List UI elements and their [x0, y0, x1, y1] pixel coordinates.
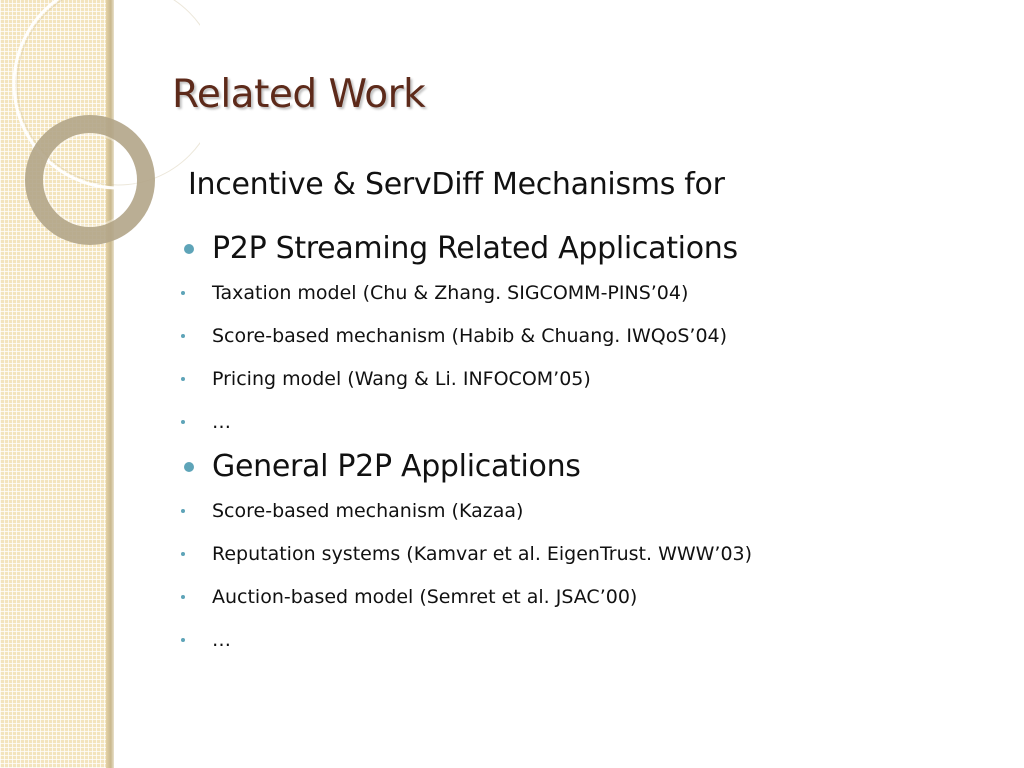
slide-subtitle: Incentive & ServDiff Mechanisms for	[188, 167, 725, 202]
bullet-icon	[181, 291, 185, 295]
list-item-text: Score-based mechanism (Kazaa)	[212, 500, 524, 522]
section-heading-text: P2P Streaming Related Applications	[212, 231, 738, 266]
list-item	[180, 533, 1000, 576]
bullet-icon	[181, 377, 185, 381]
list-item-text: Pricing model (Wang & Li. INFOCOM’05)	[212, 368, 591, 390]
bullet-icon	[181, 552, 185, 556]
list-item	[180, 315, 1000, 358]
bullet-icon	[181, 509, 185, 513]
list-item-text: Score-based mechanism (Habib & Chuang. IWQoS’04)	[212, 325, 728, 347]
list-item	[180, 619, 1000, 662]
list-item	[180, 272, 1000, 315]
list-item	[180, 358, 1000, 401]
list-item-text: …	[212, 411, 231, 433]
list-item-text: Reputation systems (Kamvar et al. EigenTrust. WWW’03)	[212, 543, 753, 565]
side-strip-edge	[106, 0, 114, 768]
bullet-icon	[181, 420, 185, 424]
bullet-icon	[184, 244, 194, 254]
decorative-side-strip	[0, 0, 112, 768]
section-heading-p2p-streaming	[180, 226, 1000, 272]
list-item	[180, 490, 1000, 533]
list-item-text: …	[212, 629, 231, 651]
list-item	[180, 401, 1000, 444]
bullet-icon	[184, 462, 194, 472]
bullet-icon	[181, 638, 185, 642]
section-heading-text: General P2P Applications	[212, 449, 581, 484]
bullet-icon	[181, 595, 185, 599]
list-item-text: Taxation model (Chu & Zhang. SIGCOMM-PINS’04)	[212, 282, 689, 304]
bullet-content	[180, 226, 1000, 662]
bullet-icon	[181, 334, 185, 338]
list-item-text: Auction-based model (Semret et al. JSAC’00)	[212, 586, 638, 608]
slide-title: Related Work	[172, 72, 426, 117]
list-item	[180, 576, 1000, 619]
section-heading-general-p2p	[180, 444, 1000, 490]
